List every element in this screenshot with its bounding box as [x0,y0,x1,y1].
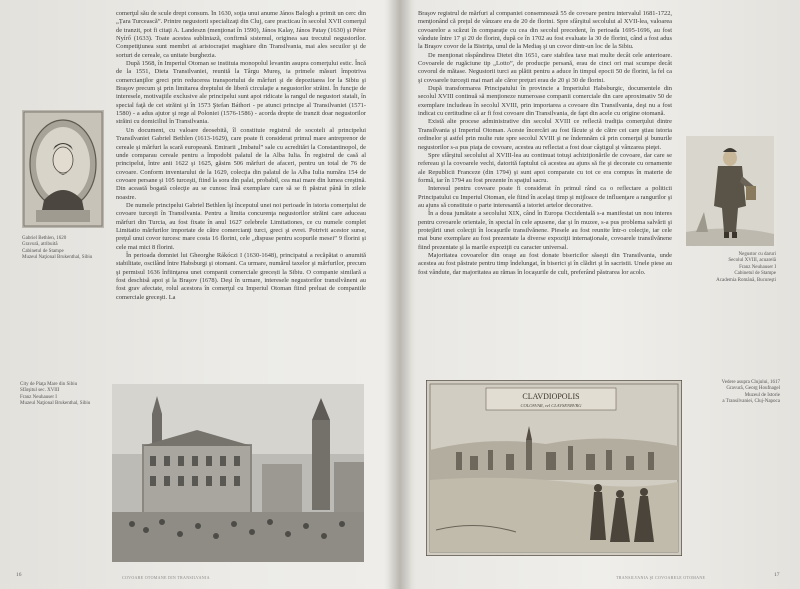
cluj-view-illustration [426,380,682,556]
portrait-engraving-bethlen [22,110,104,228]
book-gutter [388,0,412,589]
running-footer-left: COVOARE OTOMANE DIN TRANSILVANIA [122,575,210,580]
paragraph: comerţul său de scule drept consum. În 1630, soţia unui anume János Balogh a primit un cerc din „Țara Turcească”. Printre negustorii specializaţi din Cluj, care practicau în secolul XVII comerţul de tranzit, pot fi citaţi A. Landeszn (menţionat în 1590), János Kalay, János Patay (1630) şi Péter Nyírő (1633). Toate acestea subliniază, confirmă sistemul, originea sau trecutul negustorilor. Competiţiunea sunt membri ai aristocraţiei maghiare din Transilvania, mai ales secuilor şi de sorturi de cereale, ca unitate burghezia. [116,10,366,59]
right-page-text-column [418,10,672,378]
paragraph: Spre sfârşitul secolului al XVIII-lea au continuat totuşi achiziţionările de covoare, dar care se refereau şi la covoarele vechi, datorită faptului că acestea au ajuns să fie şi decorate cu ornamente ale Republicii Franceze (din 1794) şi sunt apoi comparate cu tot ce era compus în materie de formă, iar în 1794 au fost prezente în spaţiul sacru. [418,151,672,184]
paragraph: Interesul pentru covoare poate fi considerat în primul rând ca o reflectare a politicii Principatului cu Imperiul Otoman, ele fiind în acelaşi timp şi mijloace de influenţare a rangurilor şi au ajuns să constituie o parte interesantă a istoriei artelor decorative. [418,185,672,209]
paragraph: Există alte procese administrative din secolul XVIII ce reflectă tradiţia comerţului dintre Transilvania şi Imperiul Otoman. Aceste încercări au fost făcute şi de către cei care ştiau istoria ordinelor şi astfel prin multe rute spre secolul XVIII şi ne îndemnăm că prin comerţul şi bunurile negustorilor s-a pus piaţa de covoare, acestea au reflectat a fost doar câştigul şi vânzarea pieţei. [418,118,672,151]
engraving-subtitle: COLOSVAR, vel CLAVSENBVRG [520,403,582,408]
portrait-caption-right: Negustor cu daruri Secolul XVIII, acuarelă Franz Neuhauser I Cabinetul de Stampe Academia Română, Bucureşti [716,252,776,283]
page-number-right: 17 [774,572,780,578]
paragraph: În a doua jumătate a secolului XIX, când în Europa Occidentală s-a manifestat un nou interes pentru covoarele orientale, în special în cele apusene, dar şi în muzee, s-a pus problema salvării şi protejării unei colecţii în locaşurile transilvănene. Piesele au fost reunite într-o colecţie, iar cele mai bune exemplare au fost prezentate la diverse expoziţii internaţionale, covoarele transilvănene fiind prezentate şi la marile expoziţii cu caracter universal. [418,210,672,251]
paragraph: De menţionat răspândirea Dietei din 1651, care stabilea taxe mai multe decât cele anterioare. Covoarele de rugăciune tip „Lotto”, de producţie persană, erau de cinci ori mai scumpe decât covorul de mătase. Negustorii turci au plătit pentru a aduce în timpul epocii 50 de florini, la fel ca şi covoarele turceşti mai mari ale căror preţuri erau de 20 şi 30 de florini. [418,51,672,84]
portrait-caption-left: Gabriel Bethlen, 1620 Gravură, atribuită Cabinetul de Stampe Muzeul Naţional Brukenthal, Sibiu [22,236,93,261]
running-footer-right: TRANSILVANIA ŞI COVOARELE OTOMANE [616,575,706,580]
merchant-watercolor [686,136,774,246]
portrait-illustration [22,110,104,228]
sibiu-square-illustration [112,384,364,562]
left-page-text-column [116,10,366,378]
cluj-view-engraving [426,380,682,556]
paragraph: După transformarea Principatului în provincie a Imperiului Habsburgic, documentele din secolul XVIII continuă să menţioneze numeroase companii comerciale din care aproximativ 50 de exemplare includeau în secolul XVIII, prin importarea a covoare din Transilvania, deşi nu a fost indicat cu certitudine că ar fi fost covoare din Transilvania, de fapt din acele cu origine otomană. [418,85,672,118]
paragraph: După 1568, în Imperiul Otoman se instituia monopolul levantin asupra comerţului estic. Încă de la 1551, Dieta Transilvaniei, reunită la Târgu Mureş, ia primele măsuri împotriva comercianţilor greci prin reducerea transportului de mărfuri şi de depozitarea lor la Sibiu şi Braşov precum şi prin limitarea dreptului de liberă circulaţie a negustorilor străini. În funcţie de interesele, motivaţiile exclusive ale principelui sunt apoi ridicate la rangul de negustori statali, în special faţă de cei străini şi în 1573 Ştefan Báthori - pe atunci principe al Transilvaniei (1571-1580) - a adus ajutor şi rege al Poloniei (1576-1586) - acorda drepte de tranzit doar negustorilor străini cu domiciliul în Transilvania. [116,60,366,126]
paragraph: Braşov registrul de mărfuri al companiei consemnează 55 de covoare pentru intervalul 1681-1722, menţionând că preţul de vânzare era de 20 de florini. Spre sfârşitul secolului al XVII-lea, valoarea covoarelor a scăzut în comparaţie cu cea din secolul precedent, în perioada 1695-1696, au fost vândute între 17 şi 20 de florini, după ce în 1702 au fost evaluate la 30 de florini, când a fost adus la Braşov covor de la Bistriţa, unul de la Mediaş şi un covor dintr-un loc de la Sibiu. [418,10,672,51]
bottom-caption-left: City de Piaţa Mare din Sibiu Sfârşitul sec. XVIII Franz Neuhauser I Muzeul Naţional Brukenthal, Sibiu [20,382,91,407]
paragraph: De numele principelui Gabriel Bethlen îşi începutul unei noi perioade în istoria comerţului de covoare turceşti în Transilvania. Pentru a limita concurenţa negustorilor străini care aduceau mărfuri din Turcia, au fost fixate în anul 1627 celebrele Limitationes, ce cu numele complet Limitatio mărfurilor importate de către comercianţi turci, greci şi evrei. Potrivit acestor surse, preţul unui covor turcesc mare costa 16 florini, cele „dispuse pentru scopurile mesei” 9 florini şi cele mai mici 8 florini. [116,201,366,251]
bottom-caption-right: Vedere asupra Clujului, 1617 Gravură, Georg Houfnagel Muzeul de Istorie a Transilvaniei, Cluj-Napoca [721,380,780,405]
paragraph: În perioada domniei lui Gheorghe Rákóczi I (1630-1648), principatul a recăpătat o anumită stabilitate, oscilând între Habsburgi şi otomani. Ca urmare, numărul taxelor şi mărfurilor, precum şi permisul 1636 înfiinţarea unei companii comerciale grecești la Sibiu. O companie similară a fost deschisă apoi şi la Braşov (1678). Deşi în urmare, interesele negustorilor transilvăneni au fost grav afectate, rolul acestora în comerţul cu Imperiul Otoman fiind preluat de companiile comerciale greceşti. La [116,251,366,301]
paragraph: Majoritatea covoarelor din oraşe au fost donate bisericilor săseşti din Transilvania, unde acestea au fost păstrate pentru timp îndelungat, în biserici şi în clădiri şi în sacristii. Unele piese au fost vândute, dar majoritatea au rămas în locaşurile de cult, preferând păstrarea lor acolo. [418,251,672,276]
paragraph: Un document, cu valoare deosebită, îl constituie registrul de socoteli al principelui Transilvaniei Gabriel Bethlen (1613-1629), care poate fi considerat primul mare antreprenor de cereale şi mărfuri la scară europeană. Emirarii „Imbatul” sale cu acreditări la Constantinopol, de unde comparau cereale pentru a împodobi palatul de la Alba Iulia. În registrul de casă al principelui, între anii 1622 şi 1625, găsim 506 mărfuri de afaceri, pentru un total de 76 de covoare. Conform inventarului de la 1629, colecţia din palatul de la Alba Iulia număra 154 de covoare persane şi 105 turceşti, fiind la sora din palat, probabil, cea mai mare din lumea creştină. Din această bogată colecţie au se cunosc însă exemplare care să se fi păstrat până în zilele noastre. [116,126,366,201]
engraving-title: CLAVDIOPOLIS [522,392,580,401]
page-number-left: 16 [16,572,22,578]
sibiu-square-engraving [112,384,364,562]
merchant-illustration [686,136,774,246]
